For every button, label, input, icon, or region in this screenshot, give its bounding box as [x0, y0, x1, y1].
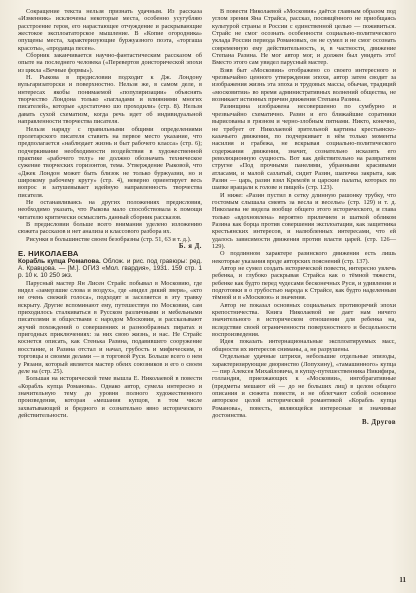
paragraph: Автор не сумел создать исторической повести, интересно увлечь ребенка, и глубоко раскрывая Страйса как о тёмной тяжести, ребенке как будто перед чудесами бесконечных Руси, и удивления и подготовки в о грубостью народа к Страйсе, как будто наделенным тёмной и в «Москвою» и значения.	[212, 265, 396, 302]
paragraph: Сокращение текста нельзя признать удачным. Из рассказа «Изменник» исключены некоторые места, особенно усугубляю расстроение героя, его нарастающее отчуждение и раскрывающие жестокое эксплоататорское мышление. В «Копие огородника» опущены места, характеризующие буржуазного поэта, «торгаша красоты», «продавца песен».	[18, 8, 202, 52]
paragraph: Сборник заканчивается научно-фантастическим рассказом об опыте на последнего человека («Перевертов доисторической эпохи из цикла «Вечные формы»).	[18, 52, 202, 74]
right-column	[212, 8, 396, 427]
review-signature: В. Другов	[361, 419, 396, 427]
paragraph: О подлинном характере разинского движения есть лишь некоторые указания вроде авторских пояснений (стр. 137).	[212, 250, 396, 265]
paragraph: Парусный мастер Ян Лисен Страйс побывал в Московию, где видел «замерзшие слова и воздух», где «видел дикий зверя», «кто не очень свежий голоса», подходят и заселяется в эту травку вскрыту. Другие вспоминают ему, путешествуя по Московии, сам приходилось сталкиваться в Русском различными и мебельными писателями и обществами с народом Московии, и рассказывают жучий похождений о совершениях и разнообразных пиратах и пригодных приключениях: за них свою жизнь, и нас. Не Страйс коснется описать, как Стенька Разина, подавившего сооружение восстание, и Разина отстал и начал, грубость и мифическим, и торговцы и своими делами — в торговой Руси. Больше всего о нем у Рязани, который является мастер обеих союзников и его о своем деле на (стр. 25).	[18, 279, 202, 375]
paragraph: Нельзя наряду с правильными общими определениями пролетарского писателя ставить на первое место указание, что предполагается «наблюдает жизнь и быт рабочего класса» (стр. 6); подчеркивание необходимости воздействия в художественной практике «рабочего телу» не должно обозначать техническое сужение творческих горизонтов, тема. Утверждение Рыковой, что «Джек Лондон может быть близок не только буржуазии, но и широкому рабочему кругу» (стр. 4), неверно ориентирует весь вопрос и затушевывает идейную направленность творчества писателя.	[18, 125, 202, 199]
book-publication-details: Облож. и рис. под гравюры: ред. А. Кравцова. — [М.]. ОГИЗ «Мол. гвардия», 1931. 159 стр. 1 р. 10 к. 10 250 экз.	[18, 257, 202, 280]
paragraph: Разинщина изображена несовершенно по сумбурно и чрезвычайно схематично. Разин и его ближайшие соратники вырисованы в грязном и черно-злобным пятнами. Никто, конечно, не требует от Николаевой зрительной картины крестьянско-казачьего движения, по подчеркивает в нём только моменты насилия и грабежа, не вскрывая социально-политического содержания движения, значит, сознательно исказить его революционную сущность. Вот как действительно на развратном стругне «Под прочными панелями, убранными красивыми атласами, и малой сазлатый, сидит Разин, шапочка закрыта, как Разин — царь, разин взял Кремлёв и царские палаты, которых по шапке вращали к голове и пищей» (стр. 123).	[212, 103, 396, 192]
review-signature: Б. я Д.	[178, 243, 202, 250]
paragraph: Отдельные удачные штрихи, небольшие отдельные эпизоды, характеризирующие дворянство (Лопухину), «тамашинного» купца — пир Алексея Михайловича, в купцу-путешественника Никифира, голландия, приезжающих к «Московии», ингобрагативные (предметы мешают ей — до не больших лиц) в целом общего описания и сюжета повести, и не облегчают собой основное авторское целой исторической романтикой «Корабль купца Романова», повесть, являющейся интересные и значимые достоинства.	[212, 353, 396, 419]
paragraph: Рисунки в большинстве своем безобразны (стр. 51, 63 и т. д.).	[26, 235, 192, 243]
book-title: Корабль купца Ромапова.	[18, 257, 101, 265]
paragraph: Взяв быт «Московии» отображено со своего интересного и чрезвычайно ценного утверждения эпохи, автор затем сводит за изображения жизнь эта эпоха и трудовых массы, обычая, традиций «московитии» во время административных волнений общества, не возникает истинных причин движения Степана Разина.	[212, 66, 396, 104]
paragraph: Идея показать интернациональные эксплоатируемых масс, общности их интересов сниманы, а, не разрушены.	[212, 338, 396, 353]
book-citation	[18, 258, 202, 280]
paragraph: В предисловии больше всего внимания уделено изложению сюжета рассказов и нет анализа и классового разбора их.	[18, 220, 202, 236]
paragraph: Н. Рыкова в предисловии подходит к Дж. Лондону вульгаризаторски и поверхностно. Нельзя же, в самом деле, в интересах якобы понимаемой «популяризации» объяснять творчество Лондона только «пагладами и влияниями многих писателей», которые «достаточно шо проходили» (стр. 8). Нельзя давать сухой схематизм, когда речь идет об индивидуальной направленности творчества писателя.	[18, 74, 202, 126]
paragraph: Большая на исторической теме вышла Е. Николаевой в повести «Корабль купца Романова». Однако автор, сумела интересно и значительную тему до уровня полного художественного произведения, которая «мешания купцов, в том числе захватывающей и бредного и сознательно явно исторического действительности.	[18, 375, 202, 419]
paragraph: В повести Николаевой «Московия» даётся главным образом под углом зрения Яна Страйса, рассказ, посвящённого не приобщаясь культурой страны в России с единственной целью — поживиться. Страйс не смог осознать особенности социально-политического уклада России периода Романовых, он не сумел и не смог осознать современную ему действительность, и, в частности, движение Степана Разина. Не мог автор мог, и должен был увидеть это! Вместо этого сам увидел парусный мастер.	[212, 8, 396, 67]
page-number: 11	[399, 576, 406, 584]
paragraph: Не останавливаясь на других положениях предисловия, необходимо указать, что Рыкова мало способствовала к помощи читателю критически осмыслить данный сборник рассказов.	[18, 198, 202, 221]
left-column	[18, 8, 202, 419]
paragraph: Автор не показал основных социальных противоречий эпохи крепостничества. Книга Николаевой не дает нам ничего значительного в историческом отношении для ребенка на, вследствие своей ограниченности поверхностного и бесцельности воспроизведения.	[212, 301, 396, 339]
review-author-heading: Е. НИКОЛАЕВА	[18, 249, 79, 259]
paragraph: И ниже: «Разин пустил в сетку длинную рашонку трубку, что гостомым слышала смеять за весла и веселье» (стр. 129) и т. д. Николаева не видела вообще общего этого исторического, и глава только «вдохновлена» вероятно приличием и шаткой обликом Разина как борца против совершения эксплоатации, как защитника крестьянских интересов, и налюбленных интересами, что ей удалось зависимости движения против власти царей. (стр. 126—129).	[212, 191, 396, 250]
